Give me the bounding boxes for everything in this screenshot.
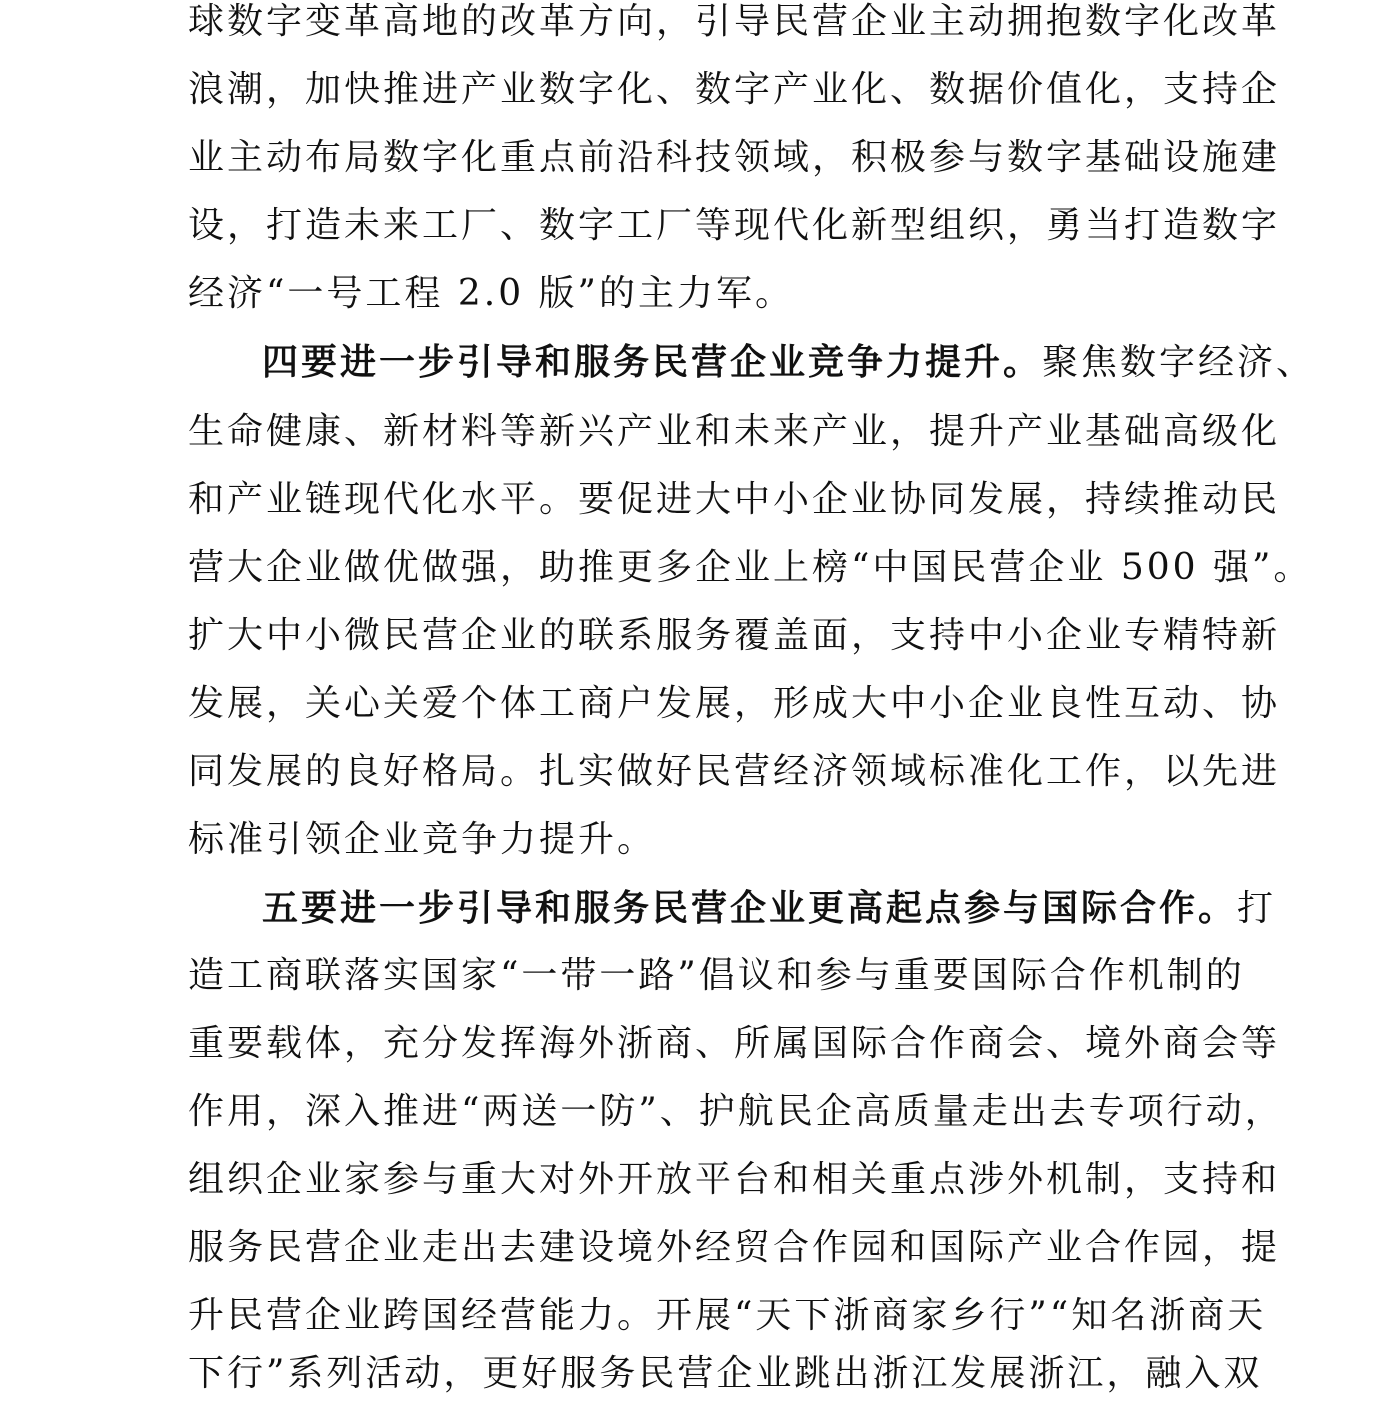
text-line-15: 造工商联落实国家“一带一路”倡议和参与重要国际合作机制的: [188, 955, 1245, 996]
text-line-5: 经济“一号工程 2.0 版”的主力军。: [188, 273, 794, 314]
text-line-16: 重要载体，充分发挥海外浙商、所属国际合作商会、境外商会等: [188, 1023, 1281, 1064]
text-line-17: 作用，深入推进“两送一防”、护航民企高质量走出去专项行动，: [188, 1091, 1284, 1132]
paragraph-5-first-line: 五要进一步引导和服务民营企业更高起点参与国际合作。打: [262, 887, 1277, 929]
text-line-4: 设，打造未来工厂、数字工厂等现代化新型组织，勇当打造数字: [188, 205, 1281, 246]
text-line-9: 营大企业做优做强，助推更多企业上榜“中国民营企业 500 强”。: [188, 547, 1313, 588]
text-line-13: 标准引领企业竞争力提升。: [188, 819, 657, 860]
text-line-12: 同发展的良好格局。扎实做好民营经济领域标准化工作，以先进: [188, 751, 1281, 792]
text-line-3: 业主动布局数字化重点前沿科技领域，积极参与数字基础设施建: [188, 137, 1281, 178]
paragraph-4-first-line: 四要进一步引导和服务民营企业竞争力提升。聚焦数字经济、: [262, 341, 1316, 383]
text-line-2: 浪潮，加快推进产业数字化、数字产业化、数据价值化，支持企: [188, 69, 1281, 110]
text-line-20: 升民营企业跨国经营能力。开展“天下浙商家乡行”“知名浙商天: [188, 1295, 1267, 1336]
text-line-11: 发展，关心关爱个体工商户发展，形成大中小企业良性互动、协: [188, 683, 1281, 724]
text-line-1: 球数字变革高地的改革方向，引导民营企业主动拥抱数字化改革: [188, 1, 1281, 42]
text-line-10: 扩大中小微民营企业的联系服务覆盖面，支持中小企业专精特新: [188, 615, 1281, 656]
text-line-8: 和产业链现代化水平。要促进大中小企业协同发展，持续推动民: [188, 479, 1281, 520]
text-line-19: 服务民营企业走出去建设境外经贸合作园和国际产业合作园，提: [188, 1227, 1281, 1268]
section-heading-5: 五要进一步引导和服务民营企业更高起点参与国际合作。: [262, 887, 1238, 929]
text-line-18: 组织企业家参与重大对外开放平台和相关重点涉外机制，支持和: [188, 1159, 1281, 1200]
section-heading-4: 四要进一步引导和服务民营企业竞争力提升。: [262, 341, 1043, 383]
text-line-21: 下行”系列活动，更好服务民营企业跳出浙江发展浙江，融入双: [188, 1353, 1263, 1394]
text-line-7: 生命健康、新材料等新兴产业和未来产业，提升产业基础高级化: [188, 411, 1281, 452]
